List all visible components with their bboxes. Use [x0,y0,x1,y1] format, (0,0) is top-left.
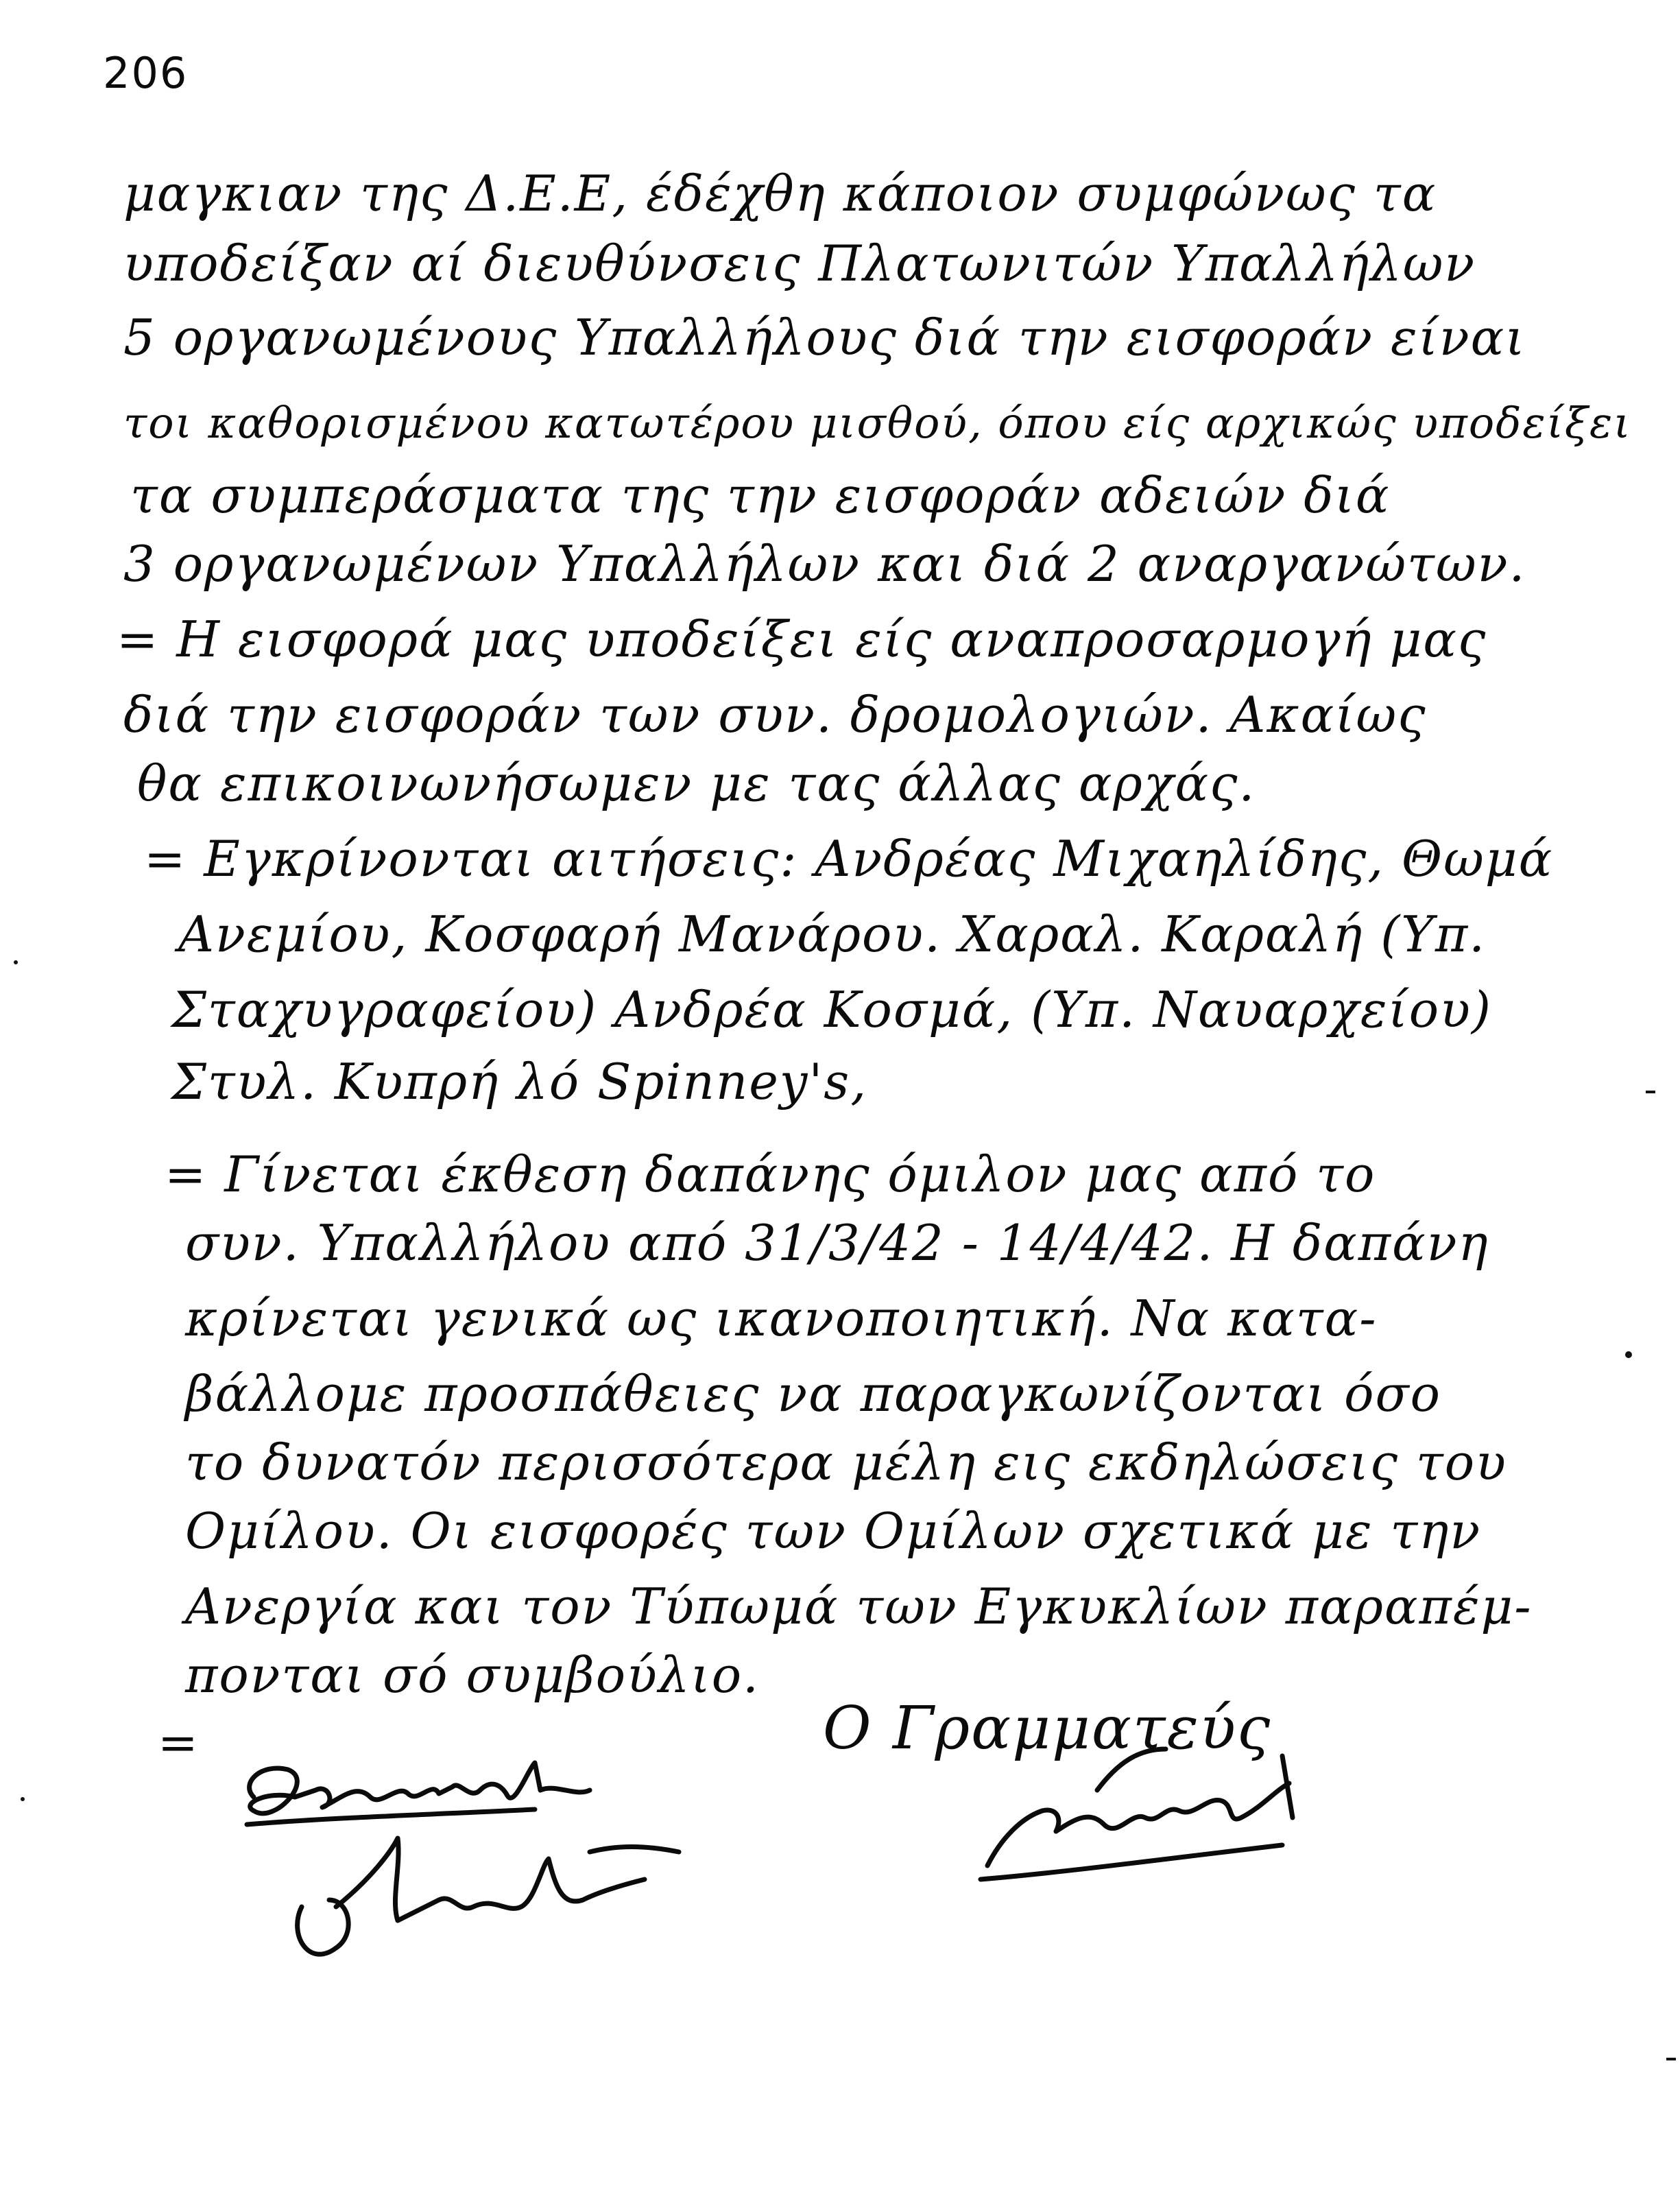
scan-speck [1625,1351,1632,1358]
text-line-14: = Γίνεται έκθεση δαπάνης όμιλον μας από το [165,1145,1376,1203]
text-line-5: τα συμπεράσματα της την εισφοράν αδειών διά [130,466,1391,524]
text-line-8: διά την εισφοράν των συν. δρομολογιών. Ακαίως [123,686,1427,744]
text-line-6: 3 οργανωμένων Υπαλλήλων και διά 2 αναργανώτων. [123,535,1526,593]
page-number: 206 [103,48,189,98]
secretary-title: Ο Γραμματεύς [823,1694,1272,1763]
text-line-9: θα επικοινωνήσωμεν με τας άλλας αρχάς. [137,754,1256,812]
text-line-2: υποδείξαν αί διευθύνσεις Πλατωνιτών Υπαλλήλων [123,235,1476,292]
text-line-4: τοι καθορισμένου κατωτέρου μισθού, όπου είς αρχικώς υποδείξει [123,398,1632,448]
signature-left [233,1742,754,2003]
scan-speck [21,1797,25,1801]
text-line-3: 5 οργανωμένους Υπαλλήλους διά την εισφοράν είναι [123,309,1526,366]
text-line-20: Ανεργία και τον Τύπωμά των Εγκυκλίων παραπέμ- [185,1578,1533,1635]
text-line-12: Σταχυγραφείου) Ανδρέα Κοσμά, (Υπ. Ναυαρχείου) [171,981,1492,1038]
text-line-21: πονται σό συμβούλιο. [185,1646,760,1704]
text-line-7: = Η εισφορά μας υποδείξει είς αναπροσαρμογή μας [117,610,1487,668]
text-line-17: βάλλομε προσπάθειες να παραγκωνίζονται όσο [185,1365,1442,1423]
scan-speck [1646,1091,1655,1093]
closing-mark: = [158,1715,200,1771]
text-line-18: το δυνατόν περισσότερα μέλη εις εκδηλώσεις του [185,1434,1507,1491]
text-line-15: συν. Υπαλλήλου από 31/3/42 - 14/4/42. Η δαπάνη [185,1214,1489,1272]
text-line-10: = Εγκρίνονται αιτήσεις: Ανδρέας Μιχαηλίδης, Θωμά [144,830,1554,888]
scan-speck [1666,2058,1676,2060]
text-line-1: μαγκιαν της Δ.Ε.Ε, έδέχθη κάποιον συμφώνως τα [123,165,1437,222]
scan-speck [14,960,18,964]
text-line-19: Ομίλου. Οι εισφορές των Ομίλων σχετικά με την [185,1502,1482,1560]
text-line-11: Ανεμίου, Κοσφαρή Μανάρου. Χαραλ. Καραλή (Υπ. [178,905,1487,963]
text-line-16: κρίνεται γενικά ως ικανοποιητική. Να κατα- [185,1289,1378,1347]
signature-right [960,1735,1344,1900]
text-line-13: Στυλ. Κυπρή λό Spinney's, [171,1053,868,1110]
